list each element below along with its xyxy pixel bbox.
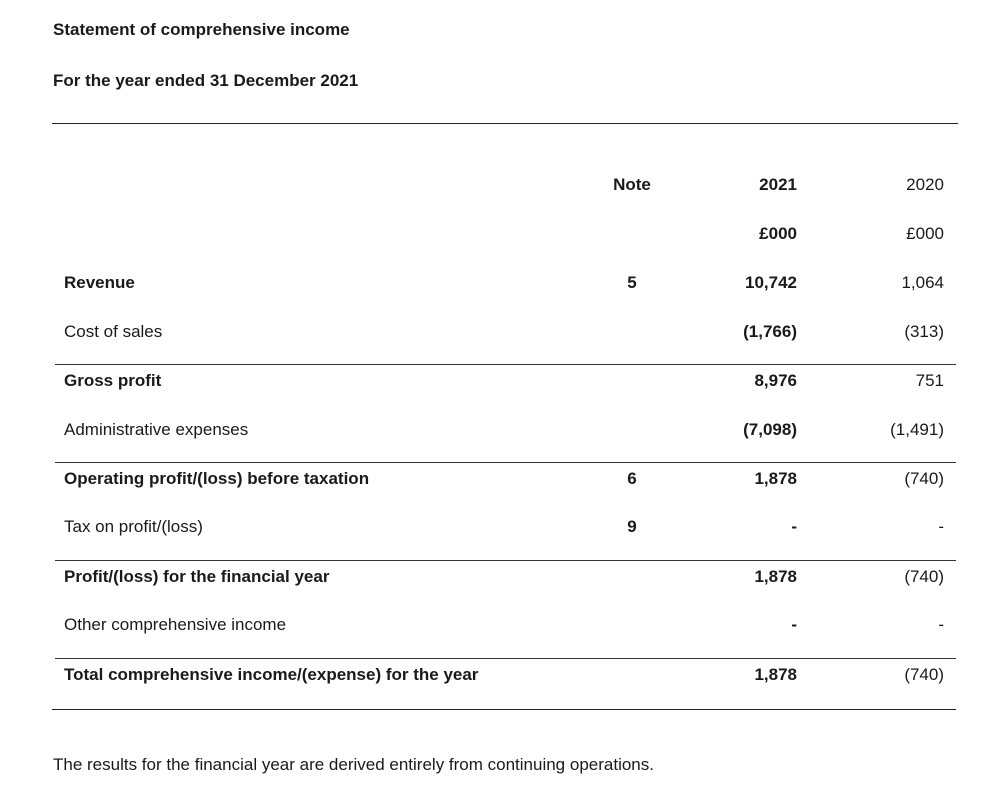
row-prior-cost-of-sales: (313) <box>904 322 944 341</box>
current-year-header: 2021 <box>759 175 797 194</box>
row-current-gross-profit: 8,976 <box>754 371 797 390</box>
subtotal-rule <box>55 560 956 561</box>
row-current-administrative-expenses: (7,098) <box>743 420 797 439</box>
subtotal-rule <box>55 462 956 463</box>
row-label-gross-profit: Gross profit <box>64 371 162 390</box>
row-note-tax: 9 <box>627 517 637 536</box>
row-current-tax: - <box>791 517 797 536</box>
row-label-operating-profit: Operating profit/(loss) before taxation <box>64 469 370 488</box>
row-current-other-comprehensive-income: - <box>791 615 797 634</box>
prior-year-header: 2020 <box>906 175 944 194</box>
row-label-other-comprehensive-income: Other comprehensive income <box>64 615 287 634</box>
row-current-profit-for-year: 1,878 <box>754 567 797 586</box>
row-prior-other-comprehensive-income: - <box>938 615 944 634</box>
top-rule <box>52 123 958 124</box>
row-prior-revenue: 1,064 <box>901 273 944 292</box>
row-prior-profit-for-year: (740) <box>904 567 944 586</box>
subtotal-rule <box>55 364 956 365</box>
row-prior-gross-profit: 751 <box>915 371 944 390</box>
row-current-revenue: 10,742 <box>745 273 797 292</box>
current-year-unit: £000 <box>759 224 797 243</box>
row-label-revenue: Revenue <box>64 273 135 292</box>
row-label-total-comprehensive-income: Total comprehensive income/(expense) for the year <box>64 665 479 684</box>
note-column-header: Note <box>613 175 651 194</box>
footer-note: The results for the financial year are derived entirely from continuing operations. <box>53 755 654 774</box>
document-title: Statement of comprehensive income <box>53 20 350 39</box>
prior-year-unit: £000 <box>906 224 944 243</box>
row-current-cost-of-sales: (1,766) <box>743 322 797 341</box>
row-current-operating-profit: 1,878 <box>754 469 797 488</box>
row-label-profit-for-year: Profit/(loss) for the financial year <box>64 567 330 586</box>
row-note-revenue: 5 <box>627 273 637 292</box>
row-current-total-comprehensive-income: 1,878 <box>754 665 797 684</box>
row-prior-operating-profit: (740) <box>904 469 944 488</box>
row-note-operating-profit: 6 <box>627 469 637 488</box>
bottom-rule <box>52 709 956 710</box>
row-label-cost-of-sales: Cost of sales <box>64 322 163 341</box>
row-label-administrative-expenses: Administrative expenses <box>64 420 249 439</box>
row-label-tax: Tax on profit/(loss) <box>64 517 203 536</box>
row-prior-total-comprehensive-income: (740) <box>904 665 944 684</box>
document-subtitle: For the year ended 31 December 2021 <box>53 71 359 90</box>
row-prior-tax: - <box>938 517 944 536</box>
subtotal-rule <box>55 658 956 659</box>
row-prior-administrative-expenses: (1,491) <box>890 420 944 439</box>
